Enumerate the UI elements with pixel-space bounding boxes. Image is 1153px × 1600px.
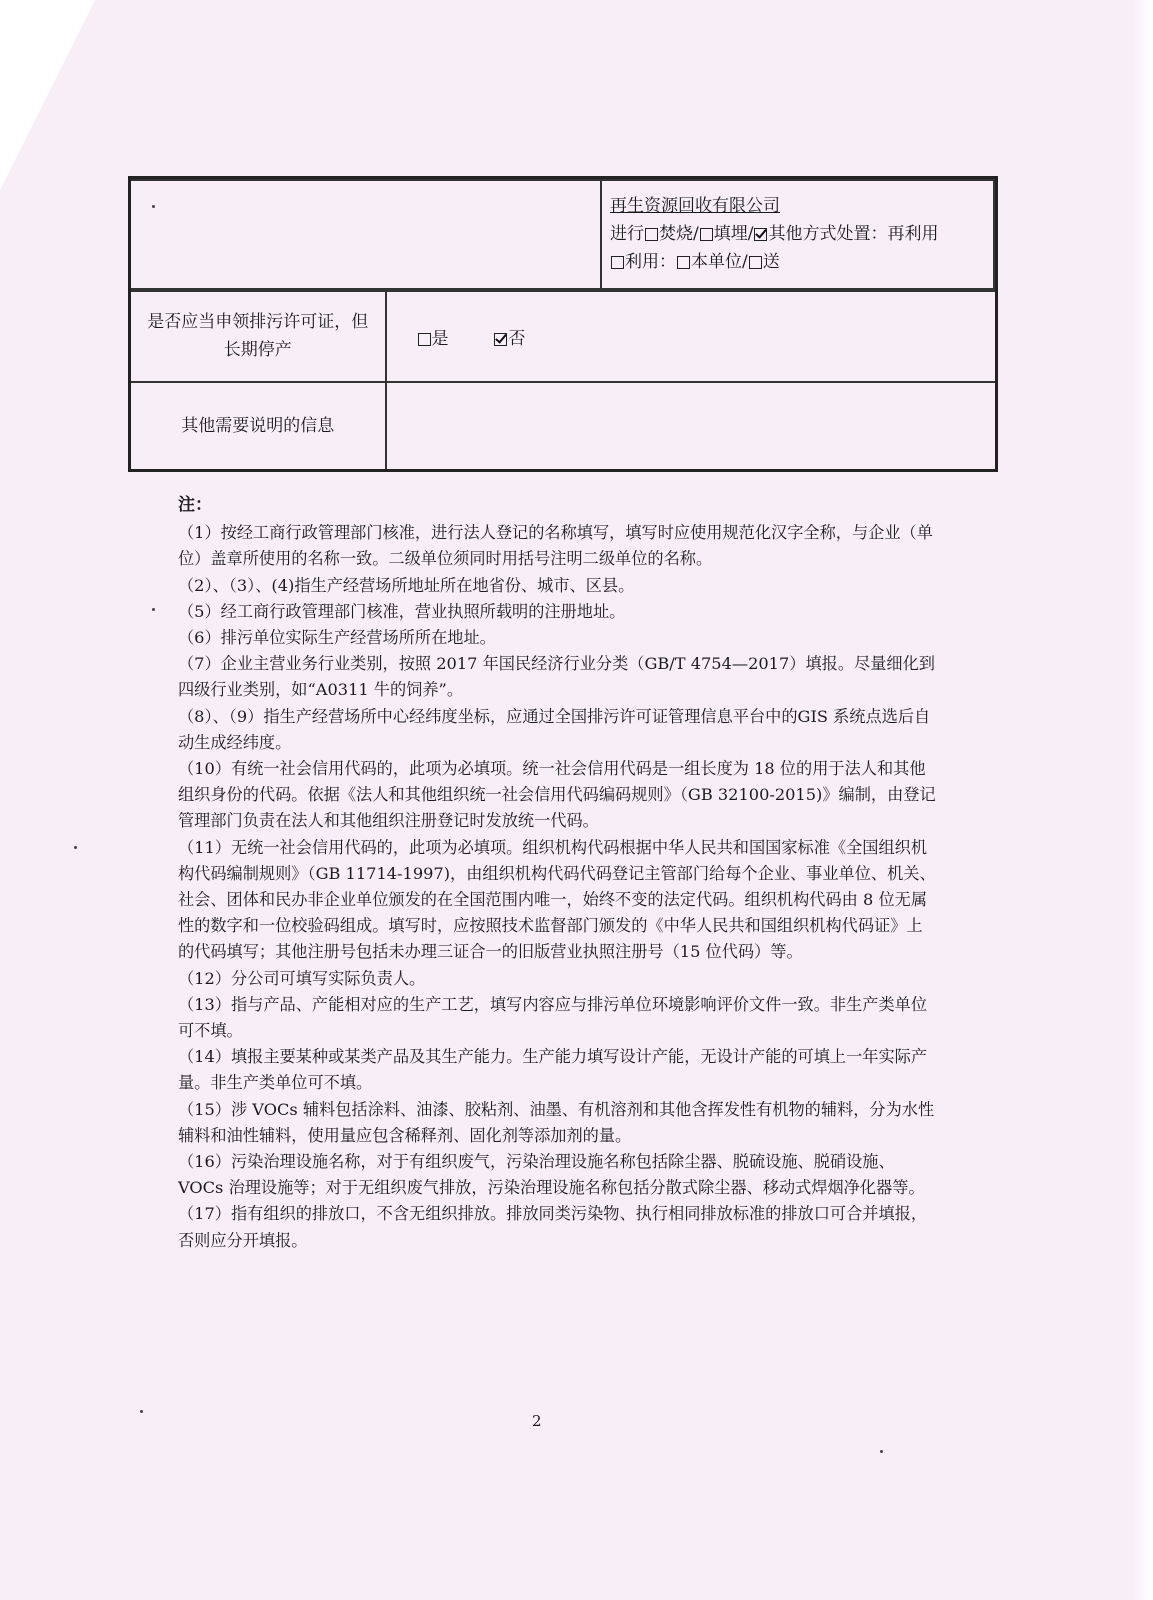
note-15: （15）涉 VOCs 辅料包括涂料、油漆、胶粘剂、油墨、有机溶剂和其他含挥发性有机物的辅料，分为水性辅料和油性辅料，使用量应包含稀释剂、固化剂等添加剂的量。	[178, 1099, 935, 1145]
other-info-label: 其他需要说明的信息	[130, 382, 386, 471]
info-table	[128, 176, 998, 472]
disposal-prefix: 进行	[610, 224, 644, 245]
checkbox-landfill[interactable]	[700, 228, 713, 241]
checkbox-send[interactable]	[749, 256, 762, 269]
note-6: （6）排污单位实际生产经营场所所在地址。	[178, 628, 496, 648]
disposal-blank	[131, 180, 601, 289]
note-1: （1）按经工商行政管理部门核准，进行法人登记的名称填写，填写时应使用规范化汉字全称，与企业（单位）盖章所使用的名称一致。二级单位须同时用括号注明二级单位的名称。	[178, 523, 933, 569]
opt-other-label: 其他方式处置：再利用	[768, 224, 939, 245]
note-5: （5）经工商行政管理部门核准，营业执照所载明的注册地址。	[178, 601, 626, 621]
note-10: （10）有统一社会信用代码的，此项为必填项。统一社会信用代码是一组长度为 18 位的用于法人和其他组织身份的代码。依据《法人和其他组织统一社会信用代码编码规则》（GB 32100-2015)》编制，由登记管理部门负责在法人和其他组织注册登记时发放统一代码。	[178, 759, 936, 831]
yes-label: 是	[431, 328, 449, 349]
note-13: （13）指与产品、产能相对应的生产工艺，填写内容应与排污单位环境影响评价文件一致。非生产类单位可不填。	[178, 994, 928, 1041]
checkbox-yes[interactable]	[418, 333, 431, 346]
opt-own-label: 本单位/	[691, 252, 748, 273]
note-17: （17）指有组织的排放口，不含无组织排放。排放同类污染物、执行相同排放标准的排放口可合并填报，否则应分开填报。	[178, 1204, 928, 1250]
note-14: （14）填报主要某种或某类产品及其生产能力。生产能力填写设计产能，无设计产能的可填上一年实际产量。非生产类单位可不填。	[178, 1047, 928, 1093]
opt-landfill-label: 填埋/	[713, 224, 754, 245]
note-2: （2）、（3）、(4)指生产经营场所地址所在地省份、城市、区县。	[178, 575, 635, 595]
opt-use-label: 利用：	[625, 252, 676, 273]
company-name: 再生资源回收有限公司	[610, 196, 780, 217]
scan-speck	[880, 1450, 883, 1453]
checkbox-burn[interactable]	[645, 228, 658, 241]
page-edge	[1131, 0, 1153, 1600]
scan-speck	[152, 205, 155, 208]
checkbox-use[interactable]	[611, 256, 624, 269]
other-info-value[interactable]	[386, 382, 997, 471]
other-info-row	[130, 382, 997, 471]
scan-speck	[140, 1410, 143, 1413]
page-number: 2	[532, 1412, 542, 1430]
checkbox-no[interactable]	[494, 333, 507, 346]
scan-speck	[152, 608, 155, 611]
opt-burn-label: 焚烧/	[659, 224, 699, 245]
notes-section	[178, 492, 938, 1254]
note-8: （8）、（9）指生产经营场所中心经纬度坐标，应通过全国排污许可证管理信息平台中的GIS 系统点选后自动生成经纬度。	[178, 706, 931, 752]
permit-options	[386, 291, 997, 382]
scan-speck	[74, 846, 77, 849]
note-16: （16）污染治理设施名称，对于有组织废气，污染治理设施名称包括除尘器、脱硫设施、脱硝设施、VOCs 治理设施等；对于无组织废气排放，污染治理设施名称包括分散式除尘器、移动式焊烟净化器等。	[178, 1152, 925, 1198]
checkbox-own[interactable]	[677, 256, 690, 269]
checkbox-other[interactable]	[754, 228, 767, 241]
no-label: 否	[508, 328, 526, 349]
folded-corner	[0, 0, 95, 190]
disposal-content	[601, 180, 994, 289]
notes-title: 注：	[178, 495, 212, 515]
disposal-nested	[131, 179, 995, 290]
opt-send-label: 送	[762, 252, 780, 273]
note-7: （7）企业主营业务行业类别，按照 2017 年国民经济行业分类（GB/T 4754—2017）填报。尽量细化到四级行业类别，如“A0311 牛的饲养”。	[178, 654, 935, 700]
note-11: （11）无统一社会信用代码的，此项为必填项。组织机构代码根据中华人民共和国国家标准《全国组织机构代码编制规则》（GB 11714-1997)，由组织机构代码代码登记主管部门给每个企业、事业单位、机关、社会、团体和民办非企业单位颁发的在全国范围内唯一，始终不变的法定代码。组织机构代码由 8 位无属性的数字和一位校验码组成。填写时，应按照技术监督部门颁发的《中华人民共和国组织机构代码证》上的代码填写；其他注册号包括未办理三证合一的旧版营业执照注册号（15 位代码）等。	[178, 837, 936, 962]
note-12: （12）分公司可填写实际负责人。	[178, 968, 426, 988]
disposal-row	[130, 178, 997, 291]
permit-label: 是否应当申领排污许可证，但长期停产	[130, 291, 386, 382]
permit-row	[130, 291, 997, 382]
disposal-cell	[130, 178, 997, 291]
